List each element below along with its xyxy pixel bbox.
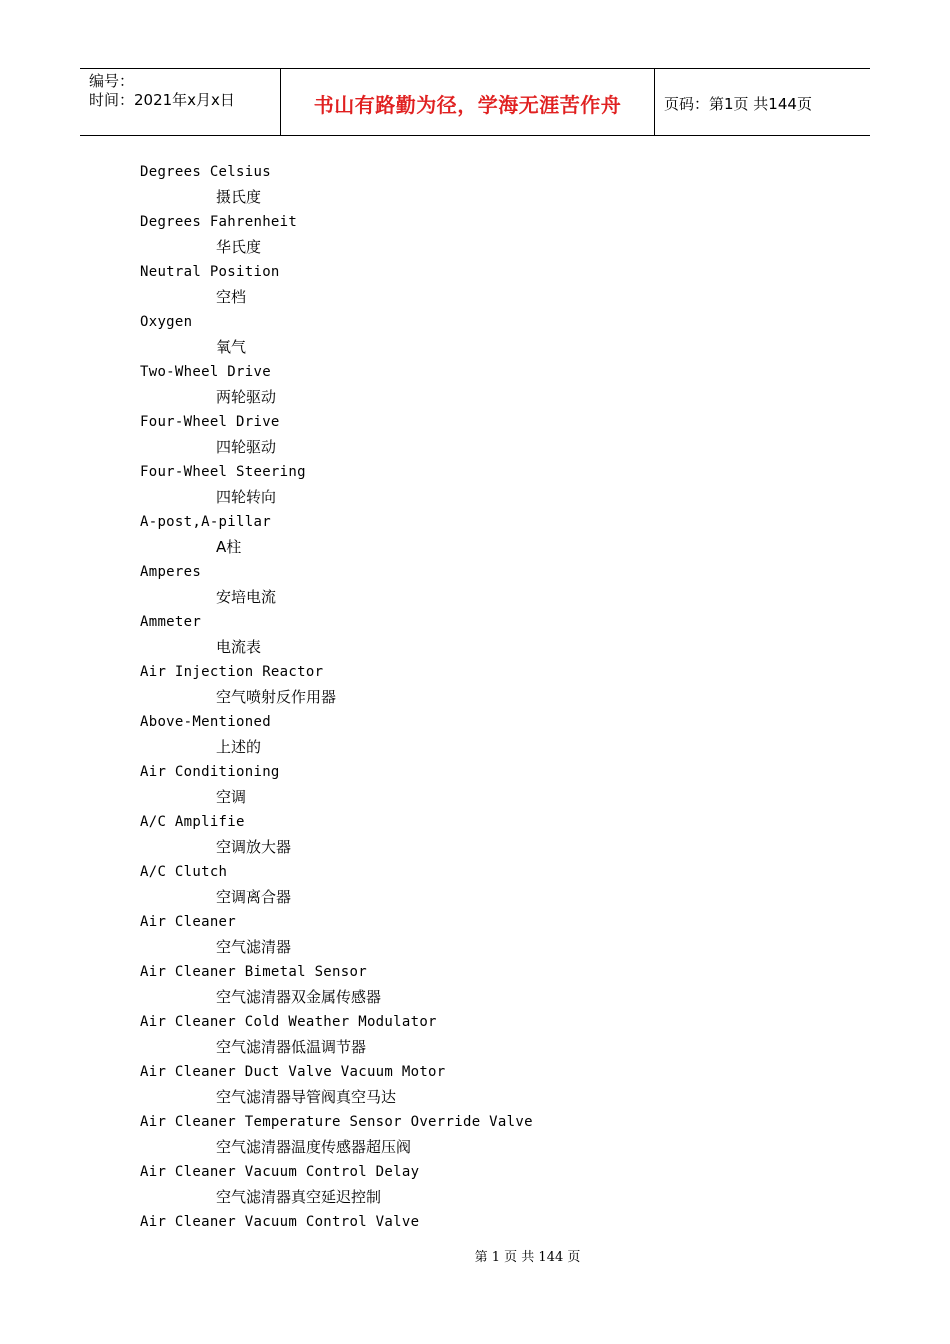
glossary-term: Air Cleaner Vacuum Control Delay xyxy=(140,1164,420,1180)
glossary-list xyxy=(140,160,840,1235)
page-header xyxy=(80,68,870,136)
glossary-term: A/C Amplifie xyxy=(140,814,245,830)
glossary-translation: 电流表 xyxy=(216,638,262,656)
glossary-term: Air Cleaner xyxy=(140,914,237,930)
glossary-translation: 空气滤清器低温调节器 xyxy=(216,1038,367,1056)
glossary-term: Air Conditioning xyxy=(140,764,280,780)
glossary-translation: 摄氏度 xyxy=(216,188,262,206)
glossary-translation: 空调离合器 xyxy=(216,888,292,906)
glossary-term: Air Cleaner Temperature Sensor Override Valve xyxy=(140,1114,533,1130)
glossary-term: Neutral Position xyxy=(140,264,280,280)
glossary-term: Amperes xyxy=(140,564,202,580)
glossary-term: Air Cleaner Bimetal Sensor xyxy=(140,964,367,980)
glossary-translation: 两轮驱动 xyxy=(216,388,277,406)
glossary-translation: 空气滤清器导管阀真空马达 xyxy=(216,1088,397,1106)
glossary-term: A-post,A-pillar xyxy=(140,514,271,530)
serial-label: 编号： xyxy=(89,72,135,90)
glossary-term: Four-Wheel Steering xyxy=(140,464,306,480)
glossary-translation: 安培电流 xyxy=(216,588,277,606)
glossary-translation: 空档 xyxy=(216,288,247,306)
page-footer: 第 1 页 共 144 页 xyxy=(474,1250,581,1265)
glossary-translation: 空气滤清器温度传感器超压阀 xyxy=(216,1138,412,1156)
glossary-term: Ammeter xyxy=(140,614,202,630)
header-motto: 书山有路勤为径，学海无涯苦作舟 xyxy=(313,93,622,117)
glossary-translation: 空气滤清器真空延迟控制 xyxy=(216,1188,382,1206)
date-line: 时间：2021年x月x日 xyxy=(89,91,235,109)
glossary-translation: 上述的 xyxy=(216,738,262,756)
header-meta xyxy=(89,72,235,110)
glossary-translation: 华氏度 xyxy=(216,238,262,256)
glossary-translation: 空气喷射反作用器 xyxy=(216,688,337,706)
header-divider xyxy=(654,69,655,135)
glossary-translation: 空调放大器 xyxy=(216,838,292,856)
glossary-term: Air Cleaner Cold Weather Modulator xyxy=(140,1014,437,1030)
glossary-translation: A柱 xyxy=(216,538,242,556)
glossary-term: Above-Mentioned xyxy=(140,714,271,730)
glossary-term: Four-Wheel Drive xyxy=(140,414,280,430)
glossary-translation: 空调 xyxy=(216,788,247,806)
glossary-term: A/C Clutch xyxy=(140,864,228,880)
glossary-translation: 四轮驱动 xyxy=(216,438,277,456)
header-page-info: 页码：第1页 共144页 xyxy=(664,95,812,113)
glossary-term: Oxygen xyxy=(140,314,193,330)
glossary-term: Air Injection Reactor xyxy=(140,664,324,680)
glossary-translation: 空气滤清器 xyxy=(216,938,292,956)
glossary-term: Two-Wheel Drive xyxy=(140,364,271,380)
glossary-translation: 氧气 xyxy=(216,338,247,356)
glossary-translation: 四轮转向 xyxy=(216,488,277,506)
glossary-term: Degrees Fahrenheit xyxy=(140,214,298,230)
glossary-term: Air Cleaner Duct Valve Vacuum Motor xyxy=(140,1064,446,1080)
glossary-term: Degrees Celsius xyxy=(140,164,271,180)
glossary-term: Air Cleaner Vacuum Control Valve xyxy=(140,1214,420,1230)
glossary-translation: 空气滤清器双金属传感器 xyxy=(216,988,382,1006)
